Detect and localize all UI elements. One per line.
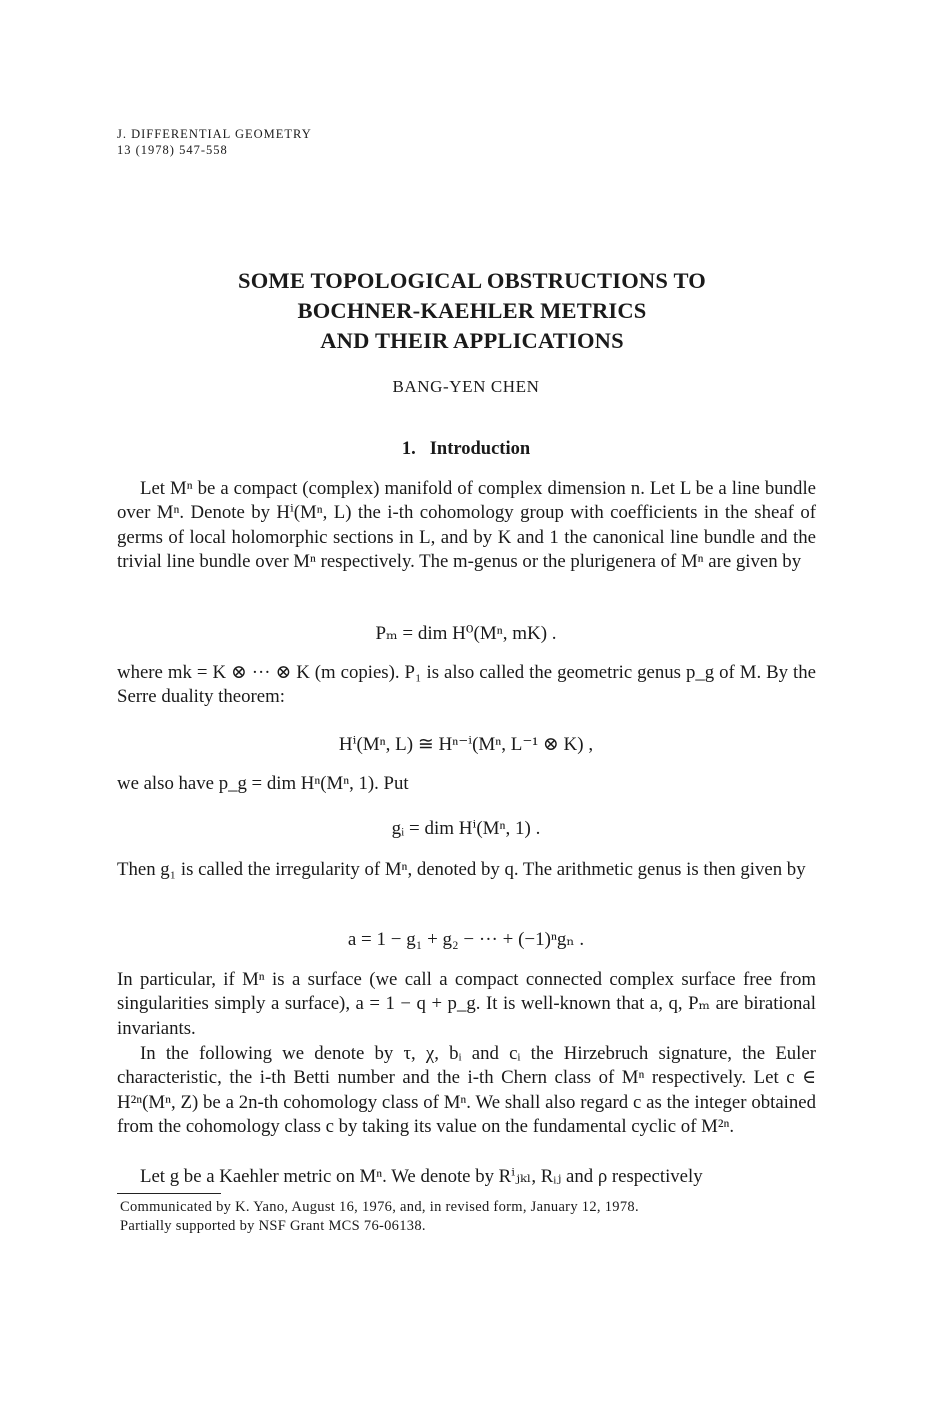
- journal-volume: 13 (1978) 547-558: [117, 143, 228, 157]
- paragraph-7-text: Let g be a Kaehler metric on Mⁿ. We denote by Rⁱⱼₖₗ, Rᵢⱼ and ρ respectively: [140, 1166, 703, 1187]
- journal-header: [117, 126, 312, 158]
- title-line-2: BOCHNER-KAEHLER METRICS: [297, 298, 647, 323]
- paper-title: [0, 266, 944, 356]
- paragraph-3-text: we also have p_g = dim Hⁿ(Mⁿ, 1). Put: [117, 773, 409, 794]
- footnote-rule: [117, 1193, 221, 1194]
- paragraph-3: [117, 772, 816, 796]
- title-line-3: AND THEIR APPLICATIONS: [320, 328, 624, 353]
- paragraph-2-text: where mk = K ⊗ ··· ⊗ K (m copies). P₁ is also called the geometric genus p_g of M. By the Serre duality theorem:: [117, 662, 816, 708]
- section-number: 1.: [401, 439, 416, 459]
- footnote-communicated: Communicated by K. Yano, August 16, 1976, and, in revised form, January 12, 1978.: [120, 1199, 639, 1215]
- paragraph-6-text: In the following we denote by τ, χ, bᵢ and cᵢ the Hirzebruch signature, the Euler characteristic, the i-th Betti number and the i-th Chern class of Mⁿ respectively. Let c ∈ H²ⁿ(Mⁿ, Z) be a 2n-th cohomology class of Mⁿ. We shall also regard c as the integer obtained from the cohomology class c by taking its value on the fundamental cyclic of M²ⁿ.: [117, 1043, 816, 1138]
- paragraph-4-text: Then g₁ is called the irregularity of Mⁿ, denoted by q. The arithmetic genus is then given by: [117, 859, 806, 880]
- paragraph-1: [117, 477, 816, 575]
- paragraph-1-text: Let Mⁿ be a compact (complex) manifold of complex dimension n. Let L be a line bundle over Mⁿ. Denote by Hⁱ(Mⁿ, L) the i-th cohomology group with coefficients in the sheaf of germs of local holomorphic sections in L, and by K and 1 the canonical line bundle and the trivial line bundle over Mⁿ respectively. The m-genus or the plurigenera of Mⁿ are given by: [117, 478, 816, 573]
- title-line-1: SOME TOPOLOGICAL OBSTRUCTIONS TO: [237, 268, 706, 293]
- paragraph-2: [117, 661, 816, 710]
- paragraph-4: [117, 858, 816, 882]
- equation-plurigenera: Pₘ = dim H⁰(Mⁿ, mK) .: [375, 623, 557, 644]
- paragraph-7: [117, 1165, 816, 1189]
- section-heading: [0, 439, 932, 460]
- paragraph-5-text: In particular, if Mⁿ is a surface (we call a compact connected complex surface free from singularities simply a surface), a = 1 − q + p_g. It is well-known that a, q, Pₘ are birational invariants.: [117, 969, 816, 1039]
- paragraph-6: [117, 1042, 816, 1140]
- paragraph-5: [117, 968, 816, 1041]
- equation-serre-duality: Hⁱ(Mⁿ, L) ≅ Hⁿ⁻ⁱ(Mⁿ, L⁻¹ ⊗ K) ,: [338, 734, 594, 755]
- equation-gi: gᵢ = dim Hⁱ(Mⁿ, 1) .: [391, 818, 541, 839]
- author-name: BANG-YEN CHEN: [392, 377, 540, 396]
- journal-name: J. DIFFERENTIAL GEOMETRY: [117, 127, 312, 141]
- footnote-support: Partially supported by NSF Grant MCS 76-06138.: [120, 1217, 426, 1234]
- equation-arithmetic-genus: a = 1 − g₁ + g₂ − ··· + (−1)ⁿgₙ .: [347, 929, 585, 950]
- footnote: [120, 1198, 639, 1235]
- section-title: Introduction: [429, 439, 531, 459]
